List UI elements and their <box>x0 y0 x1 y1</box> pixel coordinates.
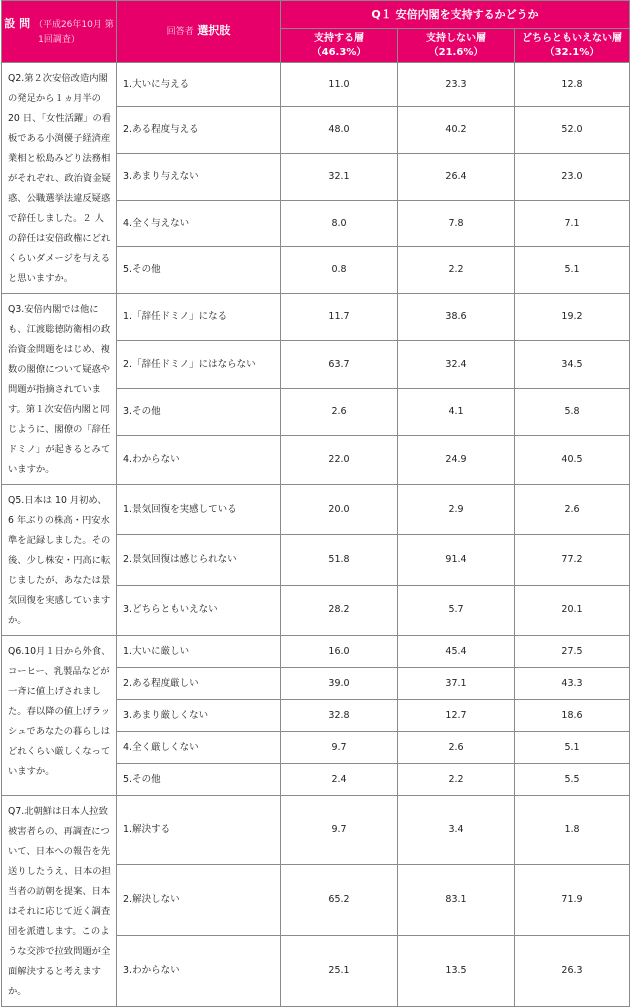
value-cell: 25.1 <box>281 935 398 1006</box>
option-cell: 3.あまり厳しくない <box>117 700 281 732</box>
value-cell: 11.0 <box>281 63 398 107</box>
value-cell: 4.1 <box>398 388 515 435</box>
value-cell: 7.1 <box>515 200 630 247</box>
value-cell: 1.8 <box>515 796 630 865</box>
value-cell: 2.2 <box>398 764 515 796</box>
col-pct: （46.3%） <box>311 46 367 58</box>
option-cell: 3.あまり与えない <box>117 153 281 200</box>
value-cell: 28.2 <box>281 585 398 635</box>
option-cell: 1.大いに与える <box>117 63 281 107</box>
value-cell: 18.6 <box>515 700 630 732</box>
value-cell: 20.0 <box>281 485 398 535</box>
option-cell: 2.解決しない <box>117 864 281 935</box>
option-cell: 2.ある程度与える <box>117 107 281 154</box>
table-row <box>2 294 630 341</box>
survey-table <box>1 0 630 1007</box>
value-cell: 7.8 <box>398 200 515 247</box>
choice-label: 選択肢 <box>197 24 231 38</box>
option-cell: 3.その他 <box>117 388 281 435</box>
value-cell: 8.0 <box>281 200 398 247</box>
option-cell: 1.大いに厳しい <box>117 636 281 668</box>
category-label: 設 問 <box>4 17 31 31</box>
value-cell: 9.7 <box>281 796 398 865</box>
table-row <box>2 636 630 668</box>
value-cell: 34.5 <box>515 341 630 388</box>
value-cell: 2.6 <box>515 485 630 535</box>
value-cell: 22.0 <box>281 436 398 485</box>
value-cell: 40.2 <box>398 107 515 154</box>
col-header-neutral <box>515 29 630 63</box>
value-cell: 3.4 <box>398 796 515 865</box>
value-cell: 37.1 <box>398 668 515 700</box>
option-cell: 2.景気回復は感じられない <box>117 535 281 585</box>
value-cell: 5.7 <box>398 585 515 635</box>
option-cell: 4.わからない <box>117 436 281 485</box>
value-cell: 5.1 <box>515 247 630 294</box>
value-cell: 2.4 <box>281 764 398 796</box>
category-sublabel: （平成26年10月 第1回調査） <box>33 20 114 45</box>
col-label: どちらともいえない層 <box>522 33 622 44</box>
value-cell: 32.8 <box>281 700 398 732</box>
value-cell: 23.0 <box>515 153 630 200</box>
value-cell: 2.6 <box>398 732 515 764</box>
value-cell: 5.8 <box>515 388 630 435</box>
value-cell: 19.2 <box>515 294 630 341</box>
choice-sublabel: 回答者 <box>166 27 194 38</box>
value-cell: 63.7 <box>281 341 398 388</box>
col-pct: （32.1%） <box>544 46 600 58</box>
option-cell: 1.景気回復を実感している <box>117 485 281 535</box>
value-cell: 11.7 <box>281 294 398 341</box>
value-cell: 51.8 <box>281 535 398 585</box>
value-cell: 38.6 <box>398 294 515 341</box>
value-cell: 24.9 <box>398 436 515 485</box>
table-row <box>2 485 630 535</box>
option-cell: 3.わからない <box>117 935 281 1006</box>
value-cell: 26.4 <box>398 153 515 200</box>
col-label: 支持する層 <box>314 33 364 44</box>
value-cell: 26.3 <box>515 935 630 1006</box>
value-cell: 71.9 <box>515 864 630 935</box>
value-cell: 91.4 <box>398 535 515 585</box>
value-cell: 2.6 <box>281 388 398 435</box>
value-cell: 23.3 <box>398 63 515 107</box>
value-cell: 9.7 <box>281 732 398 764</box>
col-header-support <box>281 29 398 63</box>
value-cell: 5.5 <box>515 764 630 796</box>
option-cell: 4.全く厳しくない <box>117 732 281 764</box>
table-row <box>2 796 630 865</box>
option-cell: 5.その他 <box>117 247 281 294</box>
value-cell: 43.3 <box>515 668 630 700</box>
value-cell: 13.5 <box>398 935 515 1006</box>
question-cell: Q6.10月１日から外食、コーヒー、乳製品などが一斉に値上げされました。春以降の値上げラッシュであなたの暮らしはどれくらい厳しくなっていますか。 <box>2 636 117 796</box>
value-cell: 12.7 <box>398 700 515 732</box>
value-cell: 65.2 <box>281 864 398 935</box>
value-cell: 27.5 <box>515 636 630 668</box>
value-cell: 77.2 <box>515 535 630 585</box>
question-cell: Q3.安倍内閣では他にも、江渡聡徳防衛相の政治資金問題をはじめ、複数の閣僚について疑惑や問題が指摘されています。第１次安倍内閣と同じように、閣僚の「辞任ドミノ」が起きるとみていますか。 <box>2 294 117 485</box>
choice-header <box>117 1 281 63</box>
option-cell: 4.全く与えない <box>117 200 281 247</box>
option-cell: 3.どちらともいえない <box>117 585 281 635</box>
option-cell: 5.その他 <box>117 764 281 796</box>
value-cell: 2.9 <box>398 485 515 535</box>
value-cell: 45.4 <box>398 636 515 668</box>
col-header-nonsupport <box>398 29 515 63</box>
value-cell: 0.8 <box>281 247 398 294</box>
question-cell: Q7.北朝鮮は日本人拉致被害者らの、再調査について、日本への報告を先送りしたうえ、日本の担当者の訪朝を提案、日本はそれに応じて近く調査団を派遣します。このような交渉で拉致問題が全面解決すると考えますか。 <box>2 796 117 1007</box>
value-cell: 2.2 <box>398 247 515 294</box>
col-pct: （21.6%） <box>428 46 484 58</box>
table-row <box>2 63 630 107</box>
question-cell: Q2.第２次安倍改造内閣の発足から１ヵ月半の 20 日、「女性活躍」の看板である小渕優子経済産業相と松島みどり法務相がそれぞれ、政治資金疑惑、公職選挙法違反疑惑で辞任しました。２ 人の辞任は安倍政権にどれくらいダメージを与えると思いますか。 <box>2 63 117 294</box>
value-cell: 12.8 <box>515 63 630 107</box>
category-header <box>2 1 117 63</box>
value-cell: 40.5 <box>515 436 630 485</box>
value-cell: 32.4 <box>398 341 515 388</box>
value-cell: 39.0 <box>281 668 398 700</box>
value-cell: 32.1 <box>281 153 398 200</box>
col-label: 支持しない層 <box>426 33 486 44</box>
value-cell: 20.1 <box>515 585 630 635</box>
value-cell: 5.1 <box>515 732 630 764</box>
option-cell: 1.解決する <box>117 796 281 865</box>
value-cell: 52.0 <box>515 107 630 154</box>
value-cell: 48.0 <box>281 107 398 154</box>
option-cell: 2.ある程度厳しい <box>117 668 281 700</box>
option-cell: 1.「辞任ドミノ」になる <box>117 294 281 341</box>
question-cell: Q5.日本は 10 月初め、6 年ぶりの株高・円安水準を記録しました。その後、少し株安・円高に転じましたが、あなたは景気回復を実感していますか。 <box>2 485 117 636</box>
value-cell: 83.1 <box>398 864 515 935</box>
value-cell: 16.0 <box>281 636 398 668</box>
option-cell: 2.「辞任ドミノ」にはならない <box>117 341 281 388</box>
q1-header: Q１ 安倍内閣を支持するかどうか <box>281 1 630 29</box>
